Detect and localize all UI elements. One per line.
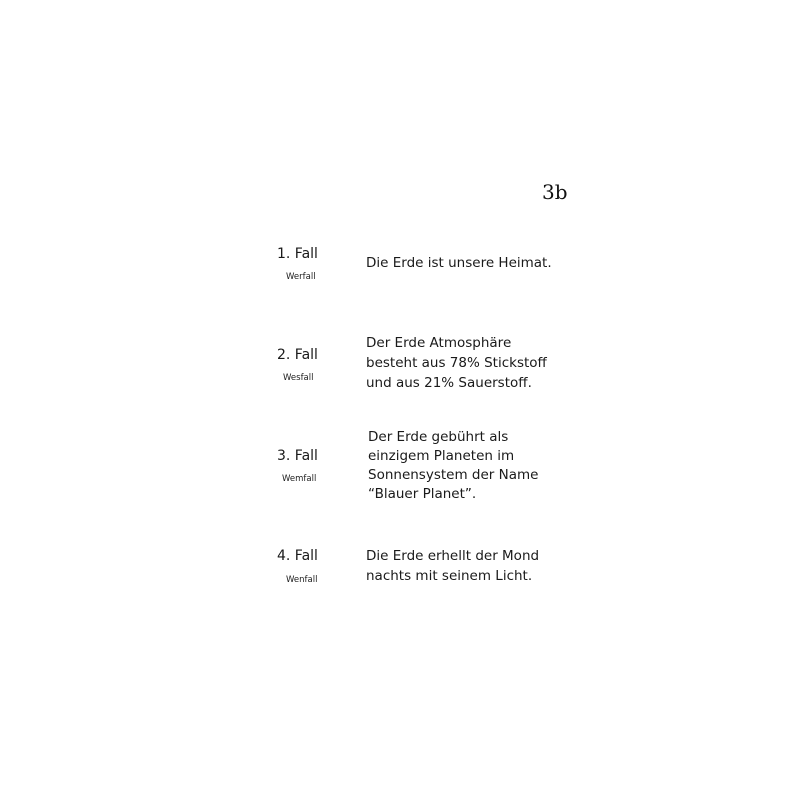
case-question: Wemfall: [282, 474, 317, 484]
case-question: Werfall: [286, 272, 316, 282]
case-question: Wesfall: [283, 373, 314, 383]
case-sentence-line: nachts mit seinem Licht.: [366, 568, 533, 584]
case-sentence-line: und aus 21% Sauerstoff.: [366, 375, 532, 391]
case-sentence-line: Der Erde Atmosphäre: [366, 335, 512, 351]
case-sentence-line: Der Erde gebührt als: [368, 429, 509, 445]
page-number: 3b: [542, 180, 568, 204]
case-label: 4. Fall: [277, 548, 318, 564]
case-label: 1. Fall: [277, 246, 318, 262]
case-sentence-line: einzigem Planeten im: [368, 448, 515, 464]
case-sentence-line: Die Erde ist unsere Heimat.: [366, 255, 552, 271]
case-label: 2. Fall: [277, 347, 318, 363]
case-sentence-line: besteht aus 78% Stickstoff: [366, 355, 547, 371]
case-sentence-line: Die Erde erhellt der Mond: [366, 548, 540, 564]
case-question: Wenfall: [286, 575, 318, 585]
case-sentence-line: Sonnensystem der Name: [368, 467, 539, 483]
case-sentence-line: “Blauer Planet”.: [368, 486, 477, 502]
case-label: 3. Fall: [277, 448, 318, 464]
